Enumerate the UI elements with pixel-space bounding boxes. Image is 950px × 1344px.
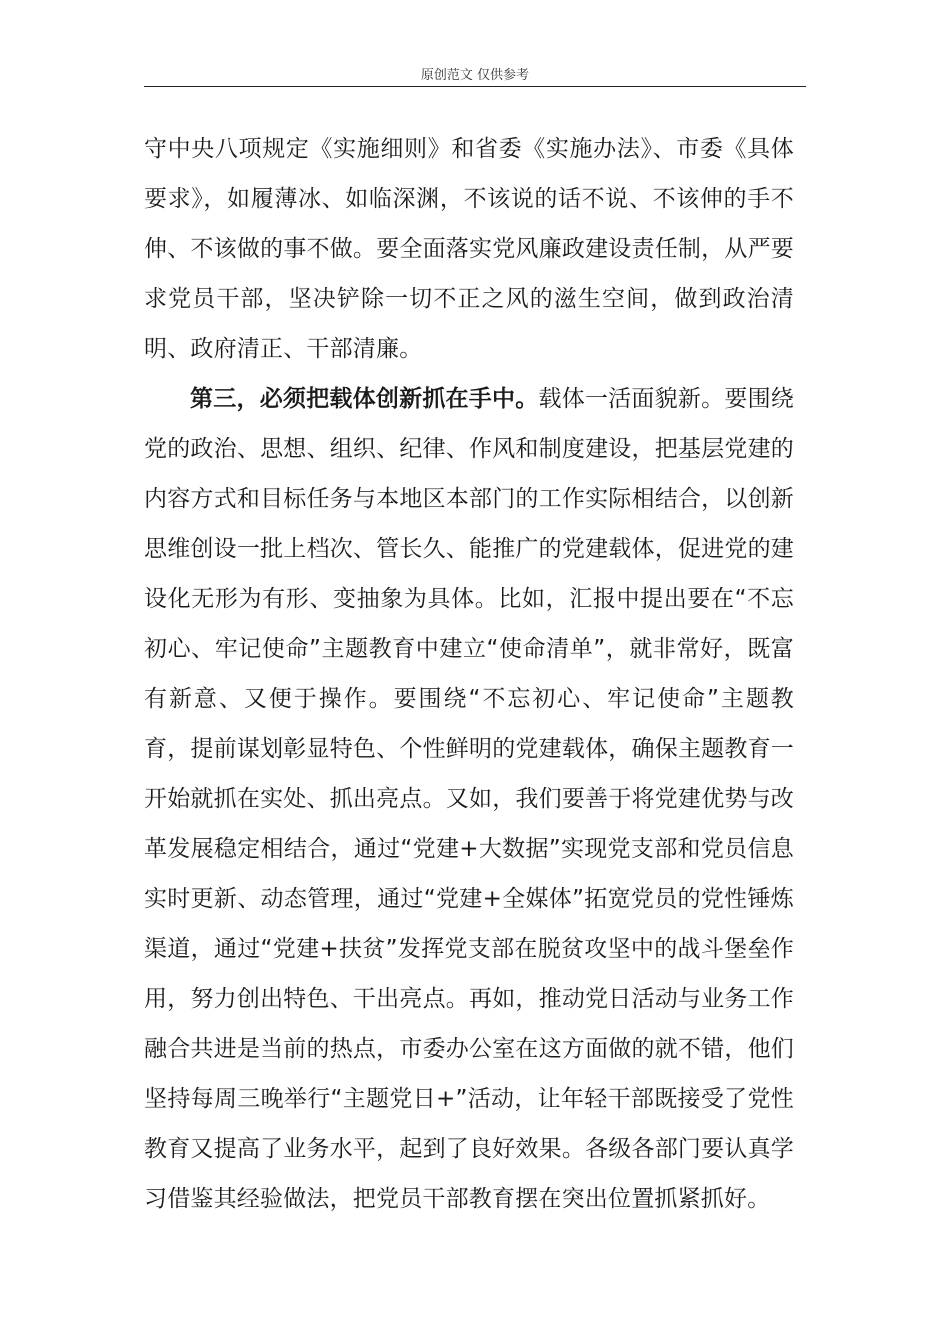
paragraph-continuation: 守中央八项规定《实施细则》和省委《实施办法》、市委《具体要求》，如履薄冰、如临深渊，不该说的话不说、不该伸的手不伸、不该做的事不做。要全面落实党风廉政建设责任制，从严要求党员干部，坚决铲除一切不正之风的滋生空间，做到政治清明、政府清正、干部清廉。 <box>144 136 794 362</box>
paragraph-body: 载体一活面貌新。要围绕党的政治、思想、组织、纪律、作风和制度建设，把基层党建的内容方式和目标任务与本地区本部门的工作实际相结合，以创新思维创设一批上档次、管长久、能推广的党建载体，促进党的建设化无形为有形、变抽象为具体。比如，汇报中提出要在“不忘初心、牢记使命”主题教育中建立“使命清单”，就非常好，既富有新意、又便于操作。要围绕“不忘初心、牢记使命”主题教育，提前谋划彰显特色、个性鲜明的党建载体，确保主题教育一开始就抓在实处、抓出亮点。又如，我们要善于将党建优势与改革发展稳定相结合，通过“党建+大数据”实现党支部和党员信息实时更新、动态管理，通过“党建+全媒体”拓宽党员的党性锤炼渠道，通过“党建+扶贫”发挥党支部在脱贫攻坚中的战斗堡垒作用，努力创出特色、干出亮点。再如，推动党日活动与业务工作融合共进是当前的热点，市委办公室在这方面做的就不错，他们坚持每周三晚举行“主题党日+”活动，让年轻干部既接受了党性教育又提高了业务水平，起到了良好效果。各级各部门要认真学习借鉴其经验做法，把党员干部教育摆在突出位置抓紧抓好。 <box>144 386 795 1212</box>
paragraph-heading: 第三，必须把载体创新抓在手中。 <box>190 386 539 412</box>
document-body <box>144 124 794 1224</box>
page-header <box>144 66 806 87</box>
paragraph-third-point <box>144 374 794 1224</box>
header-text: 原创范文 仅供参考 <box>420 68 530 83</box>
